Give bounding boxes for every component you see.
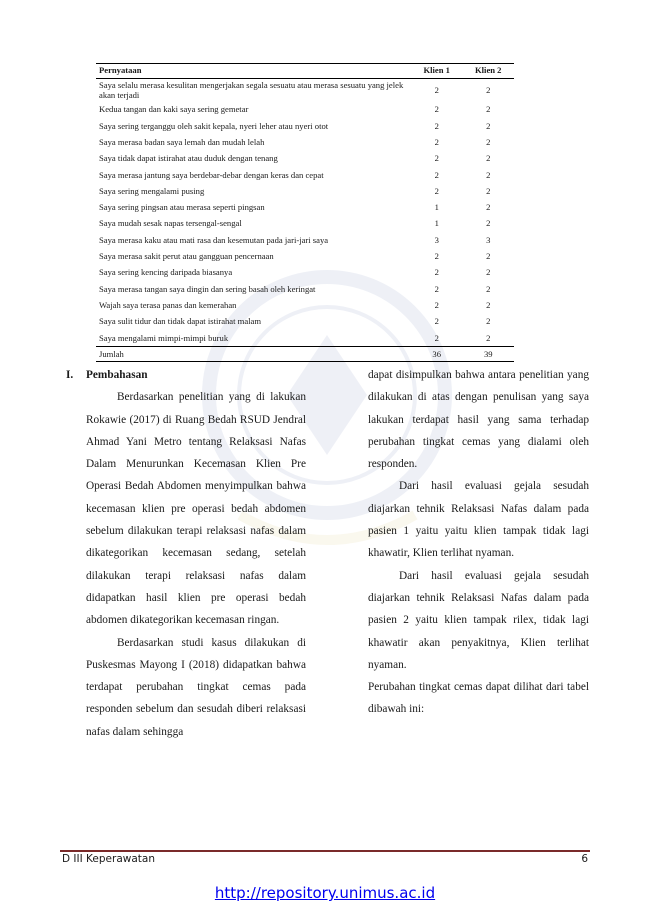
statement-cell: Saya mengalami mimpi-mimpi buruk [99,332,229,343]
statement-cell: Saya sering terganggu oleh sakit kepala, nyeri leher atau nyeri otot [99,120,329,131]
client-1-cell: 2 [434,332,439,343]
client-1-cell: 1 [434,202,439,213]
table-row [96,216,514,232]
client-2-cell: 3 [486,234,491,245]
left-column [86,364,306,743]
table-row [96,135,514,151]
total-label: Jumlah [96,347,411,362]
client-2-cell: 2 [486,104,491,115]
table-row [96,314,514,330]
column-header-client-1: Klien 1 [411,64,463,79]
body-paragraph: Berdasarkan penelitian yang di lakukan Rokawie (2017) di Ruang Bedah RSUD Jendral Ahmad Yani Metro tentang Relaksasi Nafas Dalam Menurunkan Kecemasan Klien Pre Operasi Bedah Abdomen menyimpulkan bahwa kecemasan klien pre operasi bedah abdomen sebelum dilakukan terapi relaksasi nafas dalam dikategorikan kecemasan sedang, setelah dilakukan terapi relaksasi nafas dalam didapatkan hasil klien pre operasi bedah abdomen dikategorikan kecemasan ringan. [86,391,306,627]
client-2-cell: 2 [486,218,491,229]
client-2-total: 39 [462,347,514,362]
client-1-cell: 2 [434,267,439,278]
client-2-cell: 2 [486,267,491,278]
table-row [96,167,514,183]
statement-cell: Saya tidak dapat istirahat atau duduk dengan tenang [99,153,278,164]
client-1-cell: 2 [434,251,439,262]
table-total-row [96,347,514,362]
client-1-cell: 2 [434,283,439,294]
table-row [96,265,514,281]
statement-cell: Kedua tangan dan kaki saya sering gemetar [99,104,249,115]
statement-cell: Saya merasa badan saya lemah dan mudah lelah [99,136,265,147]
client-1-cell: 2 [434,104,439,115]
client-2-cell: 2 [486,185,491,196]
table-row [96,249,514,265]
paragraph-placeholder-spacer [86,364,306,386]
section-title: Pembahasan [86,369,148,381]
client-1-cell: 2 [434,84,439,95]
body-paragraph: Dari hasil evaluasi gejala sesudah diajarkan tehnik Relaksasi Nafas dalam pada pasien 2 yaitu klien tampak rilex, tidak lagi khawatir akan penyakitnya, Klien terlihat nyaman. [368,569,589,671]
client-2-cell: 2 [486,169,491,180]
statement-cell: Saya selalu merasa kesulitan mengerjakan segala sesuatu atau merasa sesuatu yang jelek akan terjadi [99,79,404,100]
statement-cell: Wajah saya terasa panas dan kemerahan [99,299,237,310]
statement-cell: Saya mudah sesak napas tersengal-sengal [99,218,242,229]
table-row [96,330,514,347]
client-2-cell: 2 [486,332,491,343]
statement-cell: Saya merasa tangan saya dingin dan sering basah oleh keringat [99,283,316,294]
client-2-cell: 2 [486,283,491,294]
client-1-cell: 3 [434,234,439,245]
client-1-cell: 2 [434,120,439,131]
table-row [96,232,514,248]
table-row [96,151,514,167]
table-row [96,102,514,118]
client-2-cell: 2 [486,120,491,131]
footer-program-name: D III Keperawatan [62,853,155,865]
client-1-cell: 2 [434,136,439,147]
client-1-total: 36 [411,347,463,362]
statement-cell: Saya sering mengalami pusing [99,185,205,196]
client-1-cell: 2 [434,169,439,180]
client-2-cell: 2 [486,299,491,310]
client-2-cell: 2 [486,316,491,327]
repository-link[interactable]: http://repository.unimus.ac.id [214,884,436,902]
statement-cell: Saya sering pingsan atau merasa seperti pingsan [99,202,265,213]
anxiety-score-table [96,63,514,362]
body-paragraph: Berdasarkan studi kasus dilakukan di Puskesmas Mayong I (2018) didapatkan bahwa terdapat perubahan tingkat cemas pada responden sebelum dan sesudah diberi relaksasi nafas dalam sehingga [86,636,306,738]
client-1-cell: 2 [434,299,439,310]
statement-cell: Saya sering kencing daripada biasanya [99,267,233,278]
table-row [96,298,514,314]
client-1-cell: 2 [434,185,439,196]
body-paragraph: dapat disimpulkan bahwa antara penelitian yang dilakukan di atas dengan penulisan yang saya lakukan terdapat hasil yang sama terhadap perubahan tingkat cemas yang dialami oleh responden. [368,369,589,471]
body-paragraph: Dari hasil evaluasi gejala sesudah diajarkan tehnik Relaksasi Nafas dalam pada pasien 1 yaitu yaitu klien tampak tidak lagi khawatir, Klien terlihat nyaman. [368,480,589,560]
table-row [96,200,514,216]
table-header-row [96,64,514,79]
body-paragraph: Perubahan tingkat cemas dapat dilihat dari tabel dibawah ini: [368,681,589,716]
section-letter: I. [66,369,74,381]
client-2-cell: 2 [486,136,491,147]
column-header-statement: Pernyataan [96,64,411,79]
client-1-cell: 2 [434,153,439,164]
statement-cell: Saya merasa jantung saya berdebar-debar dengan keras dan cepat [99,169,324,180]
footer-divider [60,850,590,852]
client-2-cell: 2 [486,202,491,213]
client-1-cell: 1 [434,218,439,229]
client-2-cell: 2 [486,251,491,262]
right-column [368,364,589,721]
table-row [96,183,514,199]
client-2-cell: 2 [486,84,491,95]
column-header-client-2: Klien 2 [462,64,514,79]
table-row [96,79,514,103]
table-row [96,118,514,134]
statement-cell: Saya sulit tidur dan tidak dapat istirahat malam [99,316,262,327]
statement-cell: Saya merasa kaku atau mati rasa dan kesemutan pada jari-jari saya [99,234,329,245]
table-row [96,281,514,297]
statement-cell: Saya merasa sakit perut atau gangguan pencernaan [99,251,274,262]
page-number: 6 [581,853,588,865]
client-1-cell: 2 [434,316,439,327]
client-2-cell: 2 [486,153,491,164]
